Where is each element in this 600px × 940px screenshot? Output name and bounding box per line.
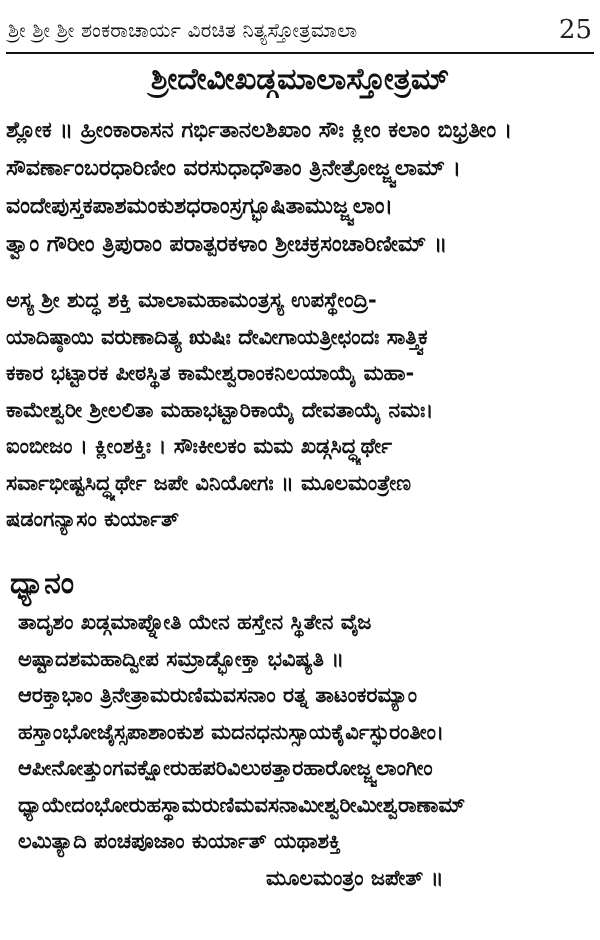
paragraph-line: ಯಾದಿಷ್ಠಾಯಿ ವರುಣಾದಿತ್ಯ ಋಷಿಃ ದೇವೀಗಾಯತ್ರೀಛಂದಃ ಸಾತ್ತ್ವಿಕ	[6, 324, 428, 349]
running-title: ಶ್ರೀ ಶ್ರೀ ಶ್ರೀ ಶಂಕರಾಚಾರ್ಯ ವಿರಚಿತ ನಿತ್ಯಸ್ತೋತ್ರಮಾಲಾ	[8, 18, 358, 42]
paragraph-line: ಐಂಬೀಜಂ । ಕ್ಲೀಂಶಕ್ತಿಃ । ಸೌಃಕೀಲಕಂ ಮಮ ಖಡ್ಗಸಿದ್ಧ್ಯರ್ಥೇ	[6, 434, 393, 458]
paragraph-line: ಕಾಮೇಶ್ವರೀ ಶ್ರೀಲಲಿತಾ ಮಹಾಭಟ್ಟಾರಿಕಾಯೈ ದೇವತಾಯೈ ನಮಃ।	[6, 397, 434, 422]
verse-line: ಅಷ್ಟಾದಶಮಹಾದ್ವೀಪ ಸಮ್ರಾಡ್ಭೋಕ್ತಾ ಭವಿಷ್ಯತಿ ॥	[18, 646, 344, 671]
verse-line: ಸೌವರ್ಣಾಂಬರಧಾರಿಣೀಂ ವರಸುಧಾಧೌತಾಂ ತ್ರಿನೇತ್ರೋಜ್ಜ್ವಲಾಮ್ ।	[6, 156, 461, 181]
verse-line: ಮೂಲಮಂತ್ರಂ ಜಪೇತ್ ॥	[266, 865, 444, 890]
paragraph-line: ಷಡಂಗನ್ಯಾಸಂ ಕುರ್ಯಾತ್	[6, 507, 179, 531]
verse-line: ತ್ವಾಂ ಗೌರೀಂ ತ್ರಿಪುರಾಂ ಪರಾತ್ಪರಕಳಾಂ ಶ್ರೀಚಕ್ರಸಂಚಾರಿಣೀಮ್ ॥	[6, 232, 448, 257]
dhyana-verse	[6, 604, 594, 896]
paragraph-line: ಅಸ್ಯ ಶ್ರೀ ಶುದ್ಧ ಶಕ್ತಿ ಮಾಲಾಮಹಾಮಂತ್ರಸ್ಯ ಉಪಸ್ಥೇಂದ್ರಿ-	[6, 288, 377, 312]
page-number: 25	[558, 15, 592, 45]
verse-line: ವಂದೇಪುಸ್ತಕಪಾಶಮಂಕುಶಧರಾಂಸ್ರಗ್ಭೂಷಿತಾಮುಜ್ಜ್ವಲಾಂ।	[6, 194, 393, 219]
verse-line: ಲಮಿತ್ಯಾದಿ ಪಂಚಪೂಜಾಂ ಕುರ್ಯಾತ್ ಯಥಾಶಕ್ತಿ	[18, 829, 341, 853]
shloka-verse	[6, 112, 594, 264]
verse-line: ಆಪೀನೋತ್ತುಂಗವಕ್ಷೋರುಹಪರಿವಿಲುಠತ್ತಾರಹಾರೋಜ್ಜ್ವಲಾಂಗೀಂ	[18, 756, 433, 780]
dhyana-heading: ಧ್ಯಾನಂ	[10, 566, 75, 601]
verse-line: ತಾದೃಶಂ ಖಡ್ಗಮಾಪ್ನೋತಿ ಯೇನ ಹಸ್ತೇನ ಸ್ಥಿತೇನ ವೈಜ	[18, 610, 372, 634]
stotra-title: ಶ್ರೀದೇವೀಖಡ್ಗಮಾಲಾಸ್ತೋತ್ರಮ್	[150, 62, 450, 97]
verse-line: ಹಸ್ತಾಂಭೋಜೈಸ್ಸಪಾಶಾಂಕುಶ ಮದನಧನುಸ್ಸಾಯಕೈರ್ವಿಸ್ಫುರಂತೀಂ।	[18, 719, 444, 744]
viniyoga-paragraph	[6, 282, 594, 538]
running-header	[8, 8, 592, 52]
verse-line: ಧ್ಯಾಯೇದಂಭೋರುಹಸ್ಥಾಮರುಣಿಮವಸನಾಮೀಶ್ವರೀಮೀಶ್ವರಾಣಾಮ್	[18, 792, 466, 817]
verse-line: ಆರಕ್ತಾಭಾಂ ತ್ರಿನೇತ್ರಾಮರುಣಿಮವಸನಾಂ ರತ್ನ ತಾಟಂಕರಮ್ಯಾಂ	[18, 683, 418, 707]
paragraph-line: ಸರ್ವಾಭೀಷ್ಟಸಿದ್ಧ್ಯರ್ಥೇ ಜಪೇ ವಿನಿಯೋಗಃ ॥ ಮೂಲಮಂತ್ರೇಣ	[6, 470, 412, 495]
verse-line: ಶ್ಲೋಕ ॥ ಹ್ರೀಂಕಾರಾಸನ ಗರ್ಭಿತಾನಲಶಿಖಾಂ ಸೌಃ ಕ್ಲೀಂ ಕಲಾಂ ಬಿಭ್ರತೀಂ ।	[6, 118, 513, 143]
header-divider	[6, 52, 594, 54]
paragraph-line: ಕಕಾರ ಭಟ್ಟಾರಕ ಪೀಠಸ್ಥಿತ ಕಾಮೇಶ್ವರಾಂಕನಿಲಯಾಯೈ ಮಹಾ-	[6, 361, 415, 385]
